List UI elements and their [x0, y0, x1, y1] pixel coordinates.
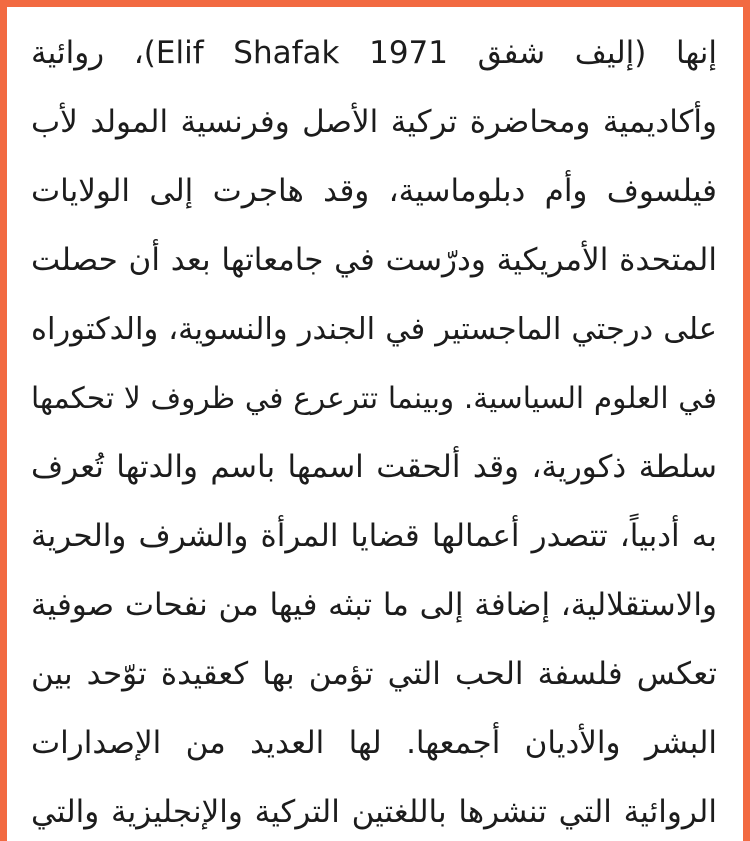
text-line: به أدبياً، تتصدر أعمالها قضايا المرأة والشرف والحرية	[31, 518, 717, 554]
text-line: المتحدة الأمريكية ودرّست في جامعاتها بعد أن حصلت	[31, 242, 717, 278]
text-line: على درجتي الماجستير في الجندر والنسوية، والدكتوراه	[31, 312, 717, 347]
text-line: إنها (إليف شفق Elif Shafak 1971)، روائية	[31, 35, 717, 71]
text-line: البشر والأديان أجمعها. لها العديد من الإصدارات	[31, 725, 717, 761]
text-line: فيلسوف وأم دبلوماسية، وقد هاجرت إلى الولايات	[31, 173, 717, 209]
text-line: والاستقلالية، إضافة إلى ما تبثه فيها من نفحات صوفية	[31, 587, 717, 623]
text-line: الروائية التي تنشرها باللغتين التركية والإنجليزية والتي	[31, 794, 717, 830]
text-line: تعكس فلسفة الحب التي تؤمن بها كعقيدة توّحد بين	[31, 656, 717, 692]
text-line: وأكاديمية ومحاضرة تركية الأصل وفرنسية المولد لأب	[31, 104, 717, 140]
text-line: سلطة ذكورية، وقد ألحقت اسمها باسم والدتها تُعرف	[31, 449, 717, 485]
article-text	[7, 7, 743, 841]
text-line: في العلوم السياسية. وبينما تترعرع في ظروف لا تحكمها	[31, 381, 717, 415]
